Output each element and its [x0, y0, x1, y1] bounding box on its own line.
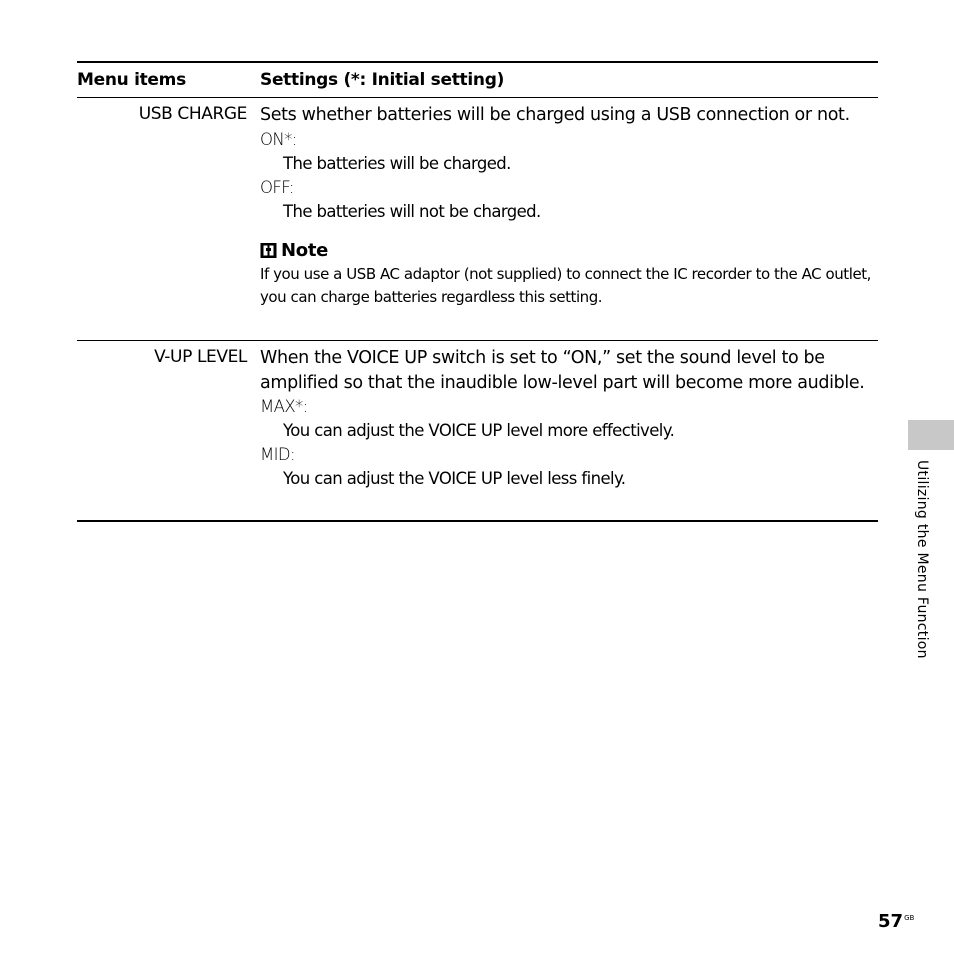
note-title: Note	[281, 239, 329, 261]
note-heading	[260, 239, 878, 263]
option-text: You can adjust the VOICE UP level less finely.	[283, 469, 626, 488]
menu-item-name: V-UP LEVEL	[154, 347, 247, 367]
menu-item-name: USB CHARGE	[138, 104, 247, 124]
setting-description: When the VOICE UP switch is set to “ON,” set the sound level to be amplified so that the inaudible low-level part will become more audible.	[260, 348, 865, 393]
menu-settings-table	[77, 61, 878, 522]
page-number-suffix: GB	[904, 914, 915, 922]
setting-description: Sets whether batteries will be charged using a USB connection or not.	[260, 105, 850, 125]
section-tab-marker	[908, 420, 954, 450]
header-menu-items: Menu items	[77, 70, 186, 90]
page-number	[878, 908, 914, 932]
section-side-label: Utilizing the Menu Function	[914, 460, 930, 659]
settings-cell	[260, 103, 878, 310]
table-row-v-up-level	[77, 341, 878, 522]
option-text: The batteries will be charged.	[283, 153, 511, 173]
option-text: You can adjust the VOICE UP level more effectively.	[283, 421, 675, 440]
page-number-value: 57	[878, 911, 904, 932]
option-text: The batteries will not be charged.	[283, 201, 541, 221]
option-label: MAX*:	[260, 397, 308, 416]
note-icon	[260, 242, 277, 259]
table-header-row	[77, 63, 878, 98]
option-label: MID:	[260, 445, 295, 464]
note-text: If you use a USB AC adaptor (not supplied) to connect the IC recorder to the AC outlet, you can charge batteries regardless this setting.	[260, 264, 871, 306]
table-row-usb-charge	[77, 98, 878, 341]
header-settings: Settings (*: Initial setting)	[260, 70, 505, 90]
option-label: OFF:	[260, 177, 294, 197]
settings-cell	[260, 346, 878, 491]
option-label: ON*:	[260, 129, 297, 149]
note-block	[260, 239, 878, 310]
